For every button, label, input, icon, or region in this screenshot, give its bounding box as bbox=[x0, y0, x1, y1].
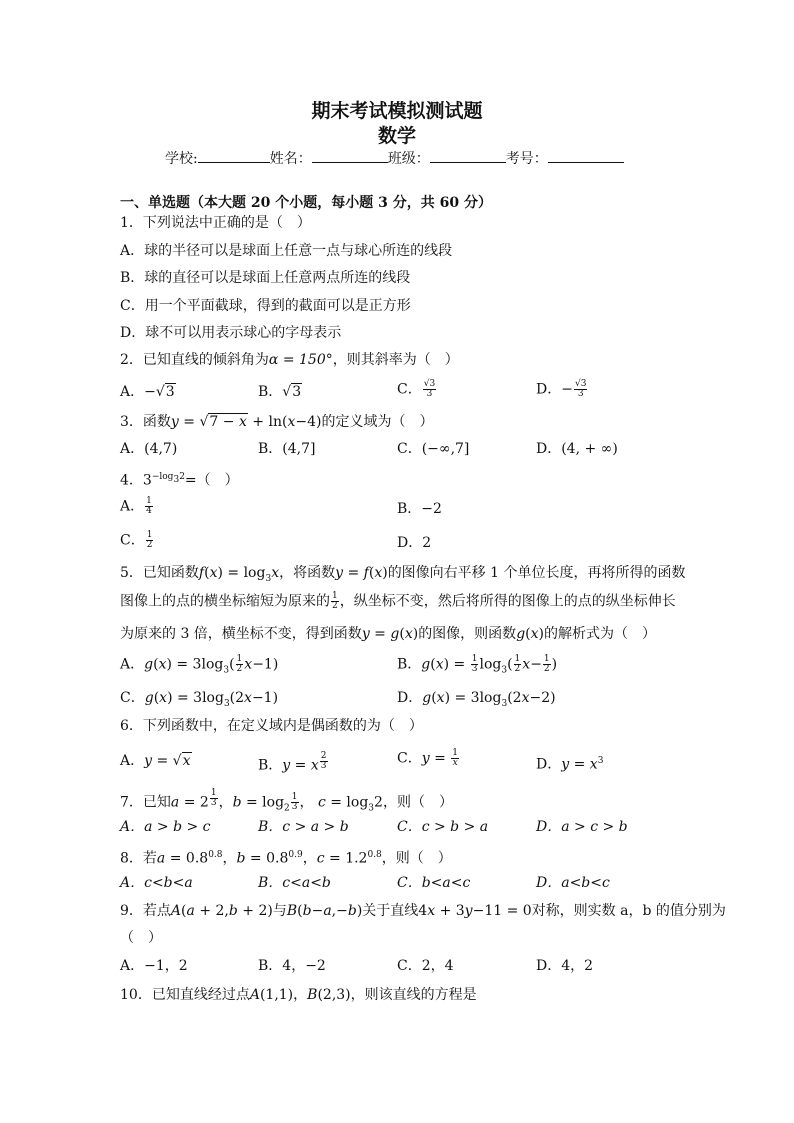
q8-option-c: C．b<a<c bbox=[397, 875, 471, 891]
student-info-line bbox=[165, 148, 624, 168]
q8-stem: 8．若$a = 0.8^{0.8}$，$b = 0.8^{0.9}$，$c = 1.2^{0.8}$，则（ ） bbox=[120, 850, 452, 867]
name-blank[interactable] bbox=[312, 149, 388, 163]
q8-option-a: A．c<b<a bbox=[120, 875, 193, 891]
school-label: 学校: bbox=[165, 151, 198, 167]
exam-number-label: 考号： bbox=[505, 151, 548, 167]
q9-option-d: D．4，2 bbox=[536, 958, 594, 974]
q6-stem: 6．下列函数中，在定义域内是偶函数的为（ ） bbox=[120, 718, 423, 734]
school-blank[interactable] bbox=[198, 149, 270, 163]
q5-option-c: C．$g(x) = 3\log_3(2x-1)$ bbox=[120, 690, 279, 709]
q1-option-b: B．球的直径可以是球面上任意两点所连的线段 bbox=[120, 270, 411, 286]
q3-option-a: A．(4,7) bbox=[120, 441, 178, 457]
q3-stem: 3．函数y = √7 − x + ln(x−4)的定义域为（ ） bbox=[120, 414, 434, 430]
class-label: 班级： bbox=[387, 151, 430, 167]
q7-option-c: C．c > b > a bbox=[397, 819, 489, 835]
q8-option-b: B．c<a<b bbox=[258, 875, 331, 891]
q5-line-2: 图像上的点的横坐标缩短为原来的 $\frac{1}{2}$ ，纵坐标不变，然后将所得的图像上的点的纵坐标伸长 bbox=[120, 591, 676, 611]
q6-option-c: C．y = $\frac{1}{x}$ bbox=[397, 748, 459, 768]
q6-option-d: D．$y = x^3$ bbox=[536, 756, 604, 773]
q5-option-d: D．$g(x) = 3\log_3(2x-2)$ bbox=[397, 690, 556, 709]
q9-line-2: （ ） bbox=[120, 930, 162, 946]
exam-number-blank[interactable] bbox=[548, 149, 624, 163]
q7-option-d: D．a > c > b bbox=[536, 819, 628, 835]
q2-option-a: A．−√3 bbox=[120, 384, 175, 400]
exam-title: 期末考试模拟测试题 bbox=[311, 100, 483, 122]
q4-option-d: D．2 bbox=[397, 535, 432, 551]
q6-option-b: B．y = x $^{\frac{2}{3}}$ bbox=[258, 751, 327, 774]
q1-option-c: C．用一个平面截球，得到的截面可以是正方形 bbox=[120, 298, 411, 314]
section-heading: 一、单选题（本大题 20 个小题，每小题 3 分，共 60 分） bbox=[120, 195, 492, 211]
q7-option-b: B．c > a > b bbox=[258, 819, 349, 835]
q9-option-a: A．−1，2 bbox=[120, 958, 188, 974]
q9-line-1: 9．若点A(a + 2,b + 2)与B(b−a,−b)关于直线4x + 3y−11 = 0对称，则实数 a，b 的值分别为 bbox=[120, 903, 726, 919]
q2-angle: α = 150° bbox=[268, 352, 333, 368]
q5-option-b: B．g(x) = $\frac{1}{3}$ $\log_3$( $\frac{1}{2}$ x− $\frac{1}{2}$ ) bbox=[397, 654, 558, 676]
q1-option-d: D．球不可以用表示球心的字母表示 bbox=[120, 325, 342, 341]
q6-option-a: A．y = √x bbox=[120, 753, 191, 769]
q4-option-c: C． $\frac{1}{2}$ bbox=[120, 530, 153, 550]
q4-option-a: A． $\frac{1}{4}$ bbox=[120, 496, 152, 516]
name-label: 姓名： bbox=[269, 151, 312, 167]
class-blank[interactable] bbox=[430, 149, 506, 163]
subject-title: 数学 bbox=[377, 125, 416, 147]
q2-option-d: D．− $\frac{√3}{3}$ bbox=[536, 379, 587, 399]
q3-option-c: C．(−∞,7] bbox=[397, 441, 470, 457]
q10-stem: 10．已知直线经过点A(1,1)，B(2,3)，则该直线的方程是 bbox=[120, 987, 477, 1003]
q9-option-b: B．4，−2 bbox=[258, 958, 326, 974]
q2-option-c: C． $\frac{√3}{3}$ bbox=[397, 379, 436, 399]
q1-option-a: A．球的半径可以是球面上任意一点与球心所连的线段 bbox=[120, 243, 453, 259]
q2-stem: 2．已知直线的倾斜角为α = 150°，则其斜率为（ ） bbox=[120, 352, 459, 368]
q3-option-b: B．(4,7] bbox=[258, 441, 316, 457]
q3-option-d: D．(4, + ∞) bbox=[536, 441, 618, 457]
q1-stem: 1．下列说法中正确的是（ ） bbox=[120, 215, 311, 231]
q9-option-c: C．2，4 bbox=[397, 958, 454, 974]
q5-option-a: A．$g(x) = 3\log_3$( $\frac{1}{2}$ x−1) bbox=[120, 654, 279, 676]
q2-option-b: B．√3 bbox=[258, 384, 302, 400]
q8-option-d: D．a<b<c bbox=[536, 875, 610, 891]
q4-stem: 4．$3^{-log_32}=$（ ） bbox=[120, 472, 239, 489]
q7-stem: 7．已知a = 2 $^{\frac{1}{3}}$ ，$b = \log_2$ $\frac{1}{3}$ ， $c = \log_32$，则（ ） bbox=[120, 788, 453, 814]
q4-option-b: B．−2 bbox=[397, 501, 442, 517]
q7-option-a: A．a > b > c bbox=[120, 819, 211, 835]
q5-line-3: 为原来的 3 倍，横坐标不变，得到函数y = g(x)的图像，则函数g(x)的解析式为（ ） bbox=[120, 626, 656, 642]
q5-line-1: 5．已知函数$f(x) = \log_3x$，将函数y = f(x)的图像向右平移 1 个单位长度，再将所得的函数 bbox=[120, 565, 686, 584]
